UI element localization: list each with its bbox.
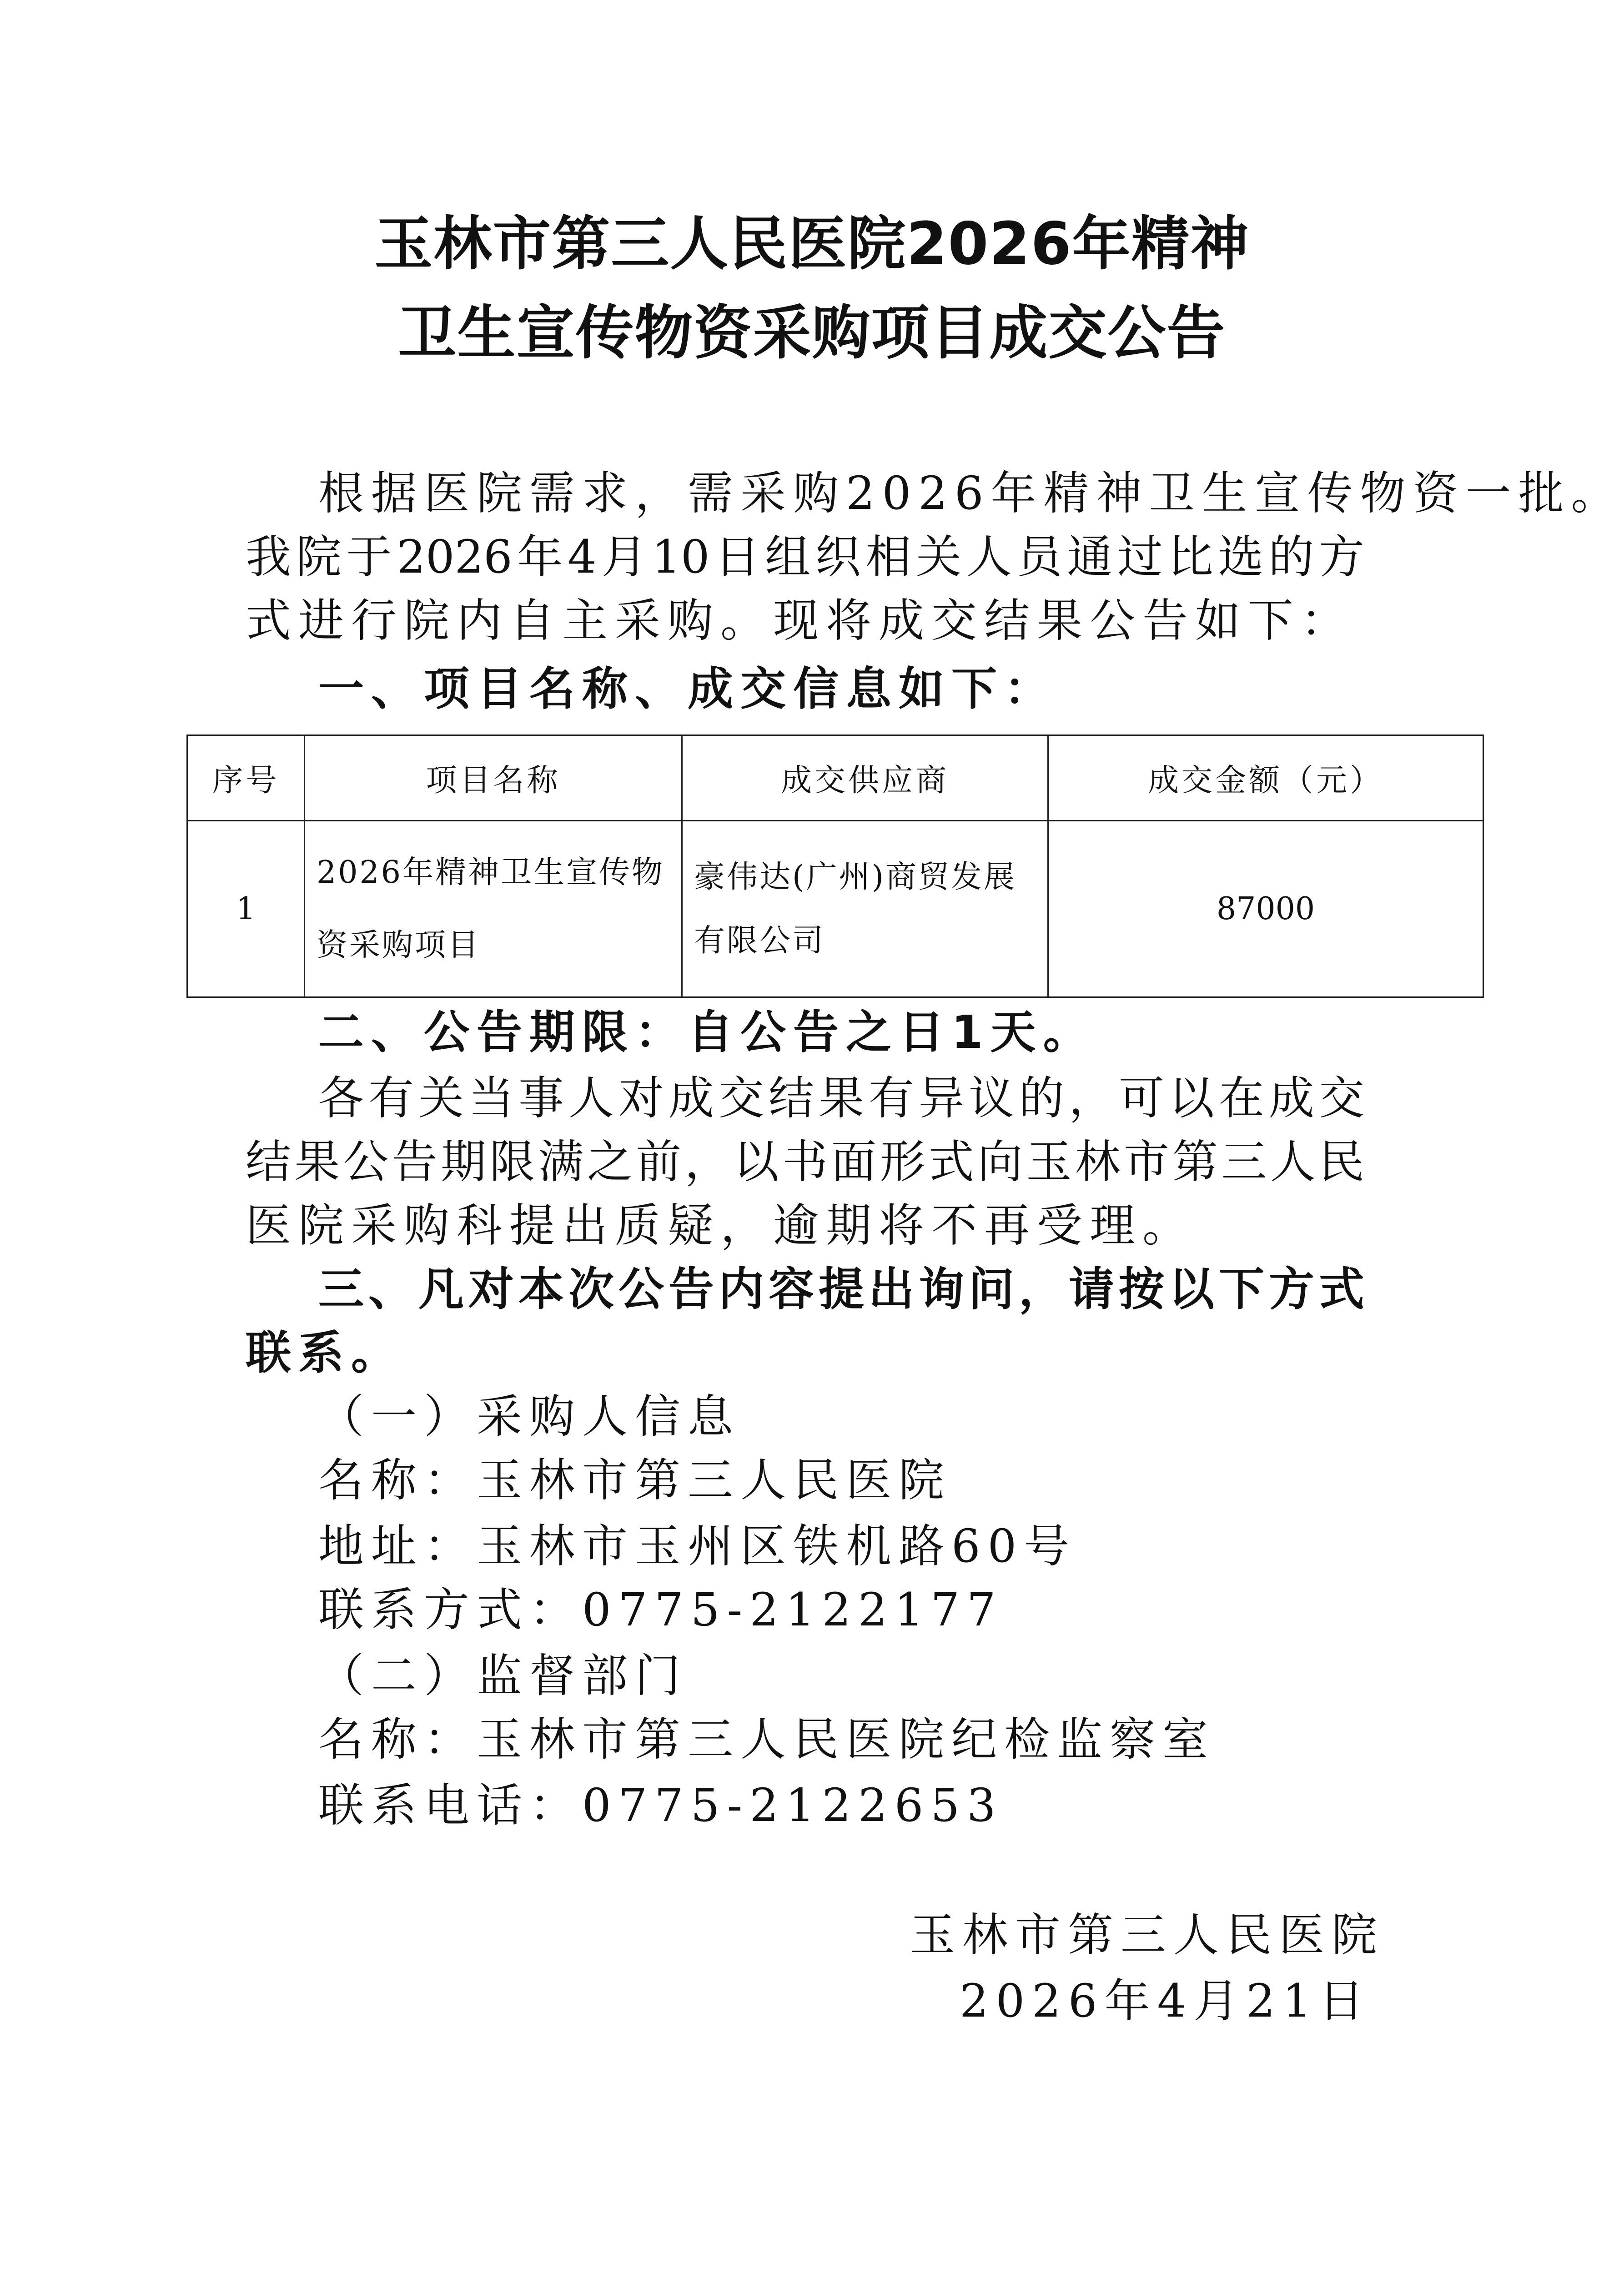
supplier-cell bbox=[682, 821, 1048, 997]
project-name-line-1: 2026年精神卫生宣传物 bbox=[317, 854, 665, 890]
supplier-line-2: 有限公司 bbox=[694, 922, 825, 959]
project-name-cell bbox=[305, 821, 682, 997]
document-title-line-2: 卫生宣传物资采购项目成交公告 bbox=[398, 299, 1226, 367]
column-header-index: 序号 bbox=[187, 735, 305, 821]
signature-date: 2026年4月21日 bbox=[960, 1974, 1372, 2027]
row-index-cell: 1 bbox=[187, 821, 305, 997]
intro-line-3: 式进行院内自主采购。现将成交结果公告如下： bbox=[246, 594, 1353, 647]
supervisor-phone: 联系电话：0775-2122653 bbox=[318, 1779, 1003, 1832]
table-row bbox=[187, 821, 1483, 997]
supervisor-name: 名称：玉林市第三人民医院纪检监察室 bbox=[318, 1713, 1215, 1766]
document-title-line-1: 玉林市第三人民医院2026年精神 bbox=[374, 210, 1250, 278]
supplier-line-1: 豪伟达(广州)商贸发展 bbox=[694, 859, 1017, 895]
intro-line-1: 根据医院需求，需采购2026年精神卫生宣传物资一批。 bbox=[318, 467, 1624, 520]
purchaser-contact: 联系方式：0775-2122177 bbox=[318, 1583, 1003, 1636]
supervisor-heading: （二）监督部门 bbox=[318, 1649, 688, 1702]
amount-cell: 87000 bbox=[1048, 821, 1483, 997]
intro-line-2: 我院于2026年4月10日组织相关人员通过比选的方 bbox=[246, 530, 1364, 584]
section-2-line-2: 结果公告期限满之前，以书面形式向玉林市第三人民 bbox=[246, 1135, 1364, 1188]
table-header-row bbox=[187, 735, 1483, 821]
column-header-supplier: 成交供应商 bbox=[682, 735, 1048, 821]
result-table bbox=[186, 735, 1484, 998]
purchaser-name: 名称：玉林市第三人民医院 bbox=[318, 1454, 951, 1507]
column-header-amount: 成交金额（元） bbox=[1048, 735, 1483, 821]
signature-organization: 玉林市第三人民医院 bbox=[910, 1908, 1384, 1962]
project-name-line-2: 资采购项目 bbox=[317, 927, 481, 963]
purchaser-info-heading: （一）采购人信息 bbox=[318, 1390, 740, 1443]
section-3-heading-line-2: 联系。 bbox=[246, 1326, 404, 1379]
purchaser-address: 地址：玉林市玉州区铁机路60号 bbox=[318, 1519, 1077, 1573]
section-2-line-1: 各有关当事人对成交结果有异议的，可以在成交 bbox=[318, 1072, 1364, 1125]
column-header-project-name: 项目名称 bbox=[305, 735, 682, 821]
section-3-heading-line-1: 三、凡对本次公告内容提出询问，请按以下方式 bbox=[318, 1263, 1364, 1316]
section-2-heading: 二、公告期限：自公告之日1天。 bbox=[318, 1006, 1096, 1059]
section-1-heading: 一、项目名称、成交信息如下： bbox=[318, 662, 1057, 715]
section-2-line-3: 医院采购科提出质疑，逾期将不再受理。 bbox=[246, 1199, 1195, 1252]
